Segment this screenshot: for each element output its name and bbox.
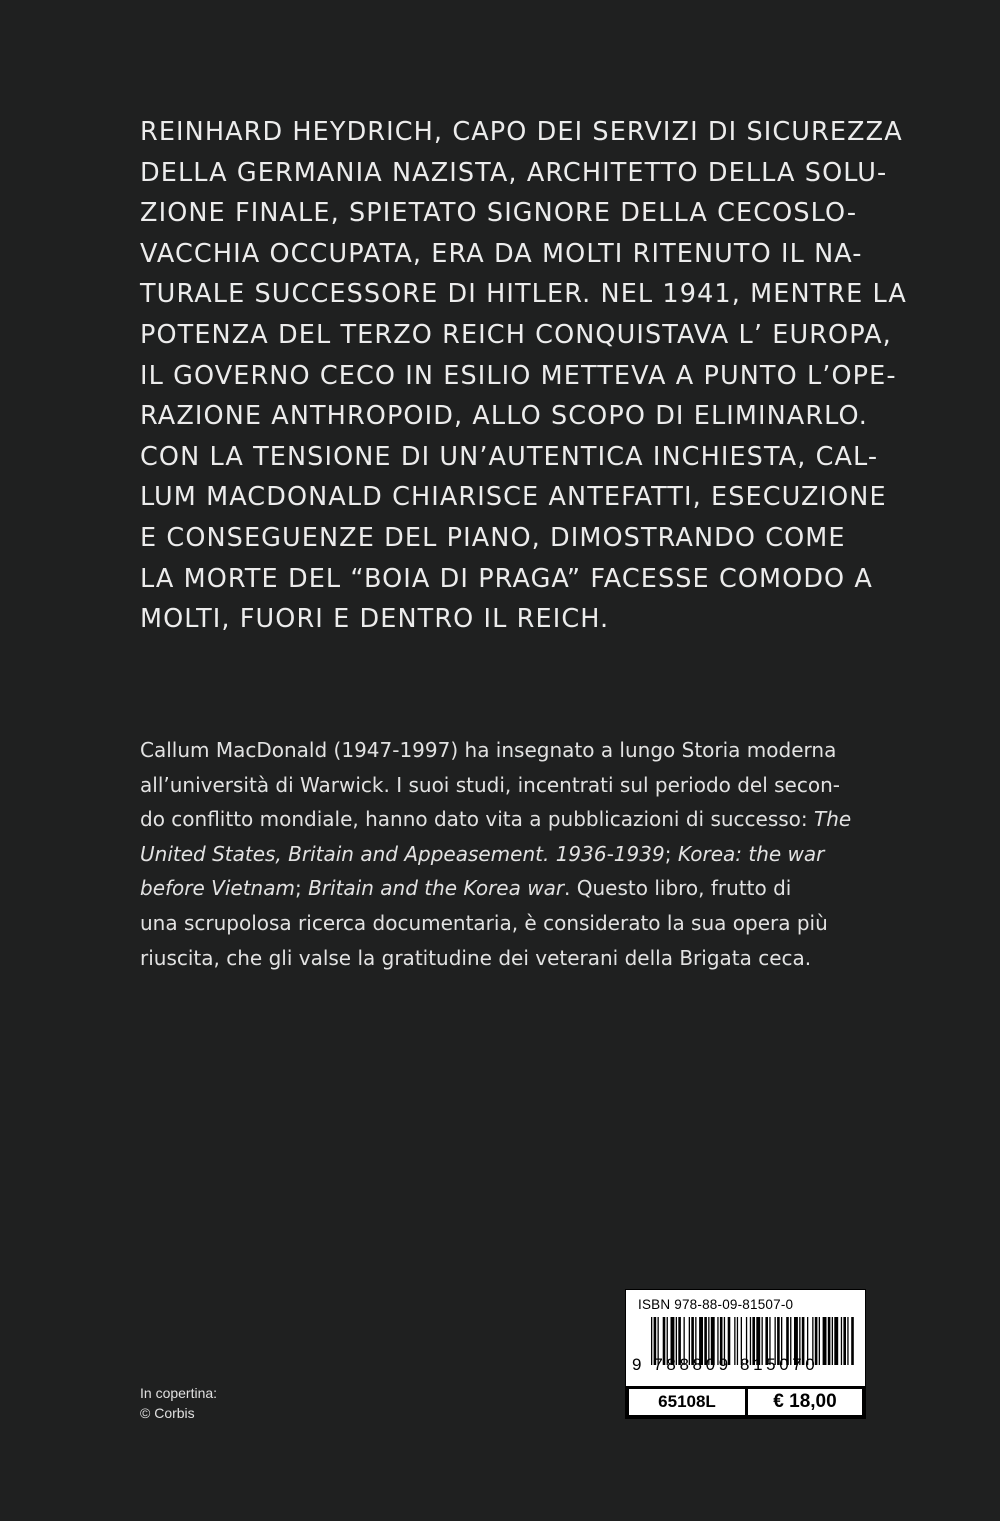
isbn-label: ISBN 978-88-09-81507-0 [638, 1297, 794, 1312]
bio-line [140, 871, 870, 906]
blurb-line: E CONSEGUENZE DEL PIANO, DIMOSTRANDO COME [140, 522, 846, 553]
blurb-line: IL GOVERNO CECO IN ESILIO METTEVA A PUNTO L’OPE- [140, 360, 897, 391]
bio-line: riuscita, che gli valse la gratitudine dei veterani della Brigata ceca. [140, 945, 812, 970]
blurb-line: ZIONE FINALE, SPIETATO SIGNORE DELLA CECOSLO- [140, 198, 858, 229]
bio-text: . Questo libro, frutto di [564, 876, 792, 901]
blurb-line: LUM MACDONALD CHIARISCE ANTEFATTI, ESECUZIONE [140, 482, 887, 513]
bio-line: Callum MacDonald (1947-1997) ha insegnato a lungo Storia moderna [140, 738, 837, 762]
bio-line [140, 802, 870, 837]
blurb-line: REINHARD HEYDRICH, CAPO DEI SERVIZI DI SICUREZZA [140, 117, 903, 147]
blurb-line: TURALE SUCCESSORE DI HITLER. NEL 1941, MENTRE LA [140, 279, 907, 310]
book-title: The [814, 807, 852, 832]
blurb-line: RAZIONE ANTHROPOID, ALLO SCOPO DI ELIMINARLO. [140, 401, 868, 432]
bio-line: una scrupolosa ricerca documentaria, è considerato la sua opera più [140, 910, 828, 935]
cover-credit [140, 1383, 217, 1423]
back-cover-blurb [140, 112, 907, 640]
blurb-line: POTENZA DEL TERZO REICH CONQUISTAVA L’ EUROPA, [140, 319, 892, 350]
barcode-digits: 9 788809 815070 [632, 1355, 819, 1374]
barcode-box [625, 1289, 866, 1419]
blurb-line: DELLA GERMANIA NAZISTA, ARCHITETTO DELLA SOLU- [140, 157, 888, 188]
author-bio [140, 733, 870, 975]
blurb-line: VACCHIA OCCUPATA, ERA DA MOLTI RITENUTO IL NA- [140, 238, 863, 269]
book-title: before Vietnam [140, 876, 295, 901]
blurb-line: CON LA TENSIONE DI UN’AUTENTICA INCHIESTA, CAL- [140, 441, 879, 472]
credit-value: © Corbis [140, 1405, 195, 1421]
book-title: Korea: the war [677, 841, 825, 866]
bio-separator: ; [294, 876, 309, 901]
bio-text: do conflitto mondiale, hanno dato vita a pubblicazioni di successo: [140, 807, 808, 832]
blurb-line: MOLTI, FUORI E DENTRO IL REICH. [140, 604, 610, 635]
credit-label: In copertina: [140, 1385, 218, 1401]
price: € 18,00 [748, 1389, 862, 1415]
bio-separator: ; [664, 841, 678, 866]
blurb-line: LA MORTE DEL “BOIA DI PRAGA” FACESSE COMODO A [140, 563, 873, 594]
product-code: 65108L [629, 1389, 745, 1415]
bio-line: all’università di Warwick. I suoi studi, incentrati sul periodo del secon- [140, 772, 840, 797]
book-title: United States, Britain and Appeasement. 1936-1939 [140, 841, 665, 866]
book-title: Britain and the Korea war [308, 876, 565, 901]
bio-line [140, 837, 870, 872]
price-row [626, 1386, 865, 1418]
